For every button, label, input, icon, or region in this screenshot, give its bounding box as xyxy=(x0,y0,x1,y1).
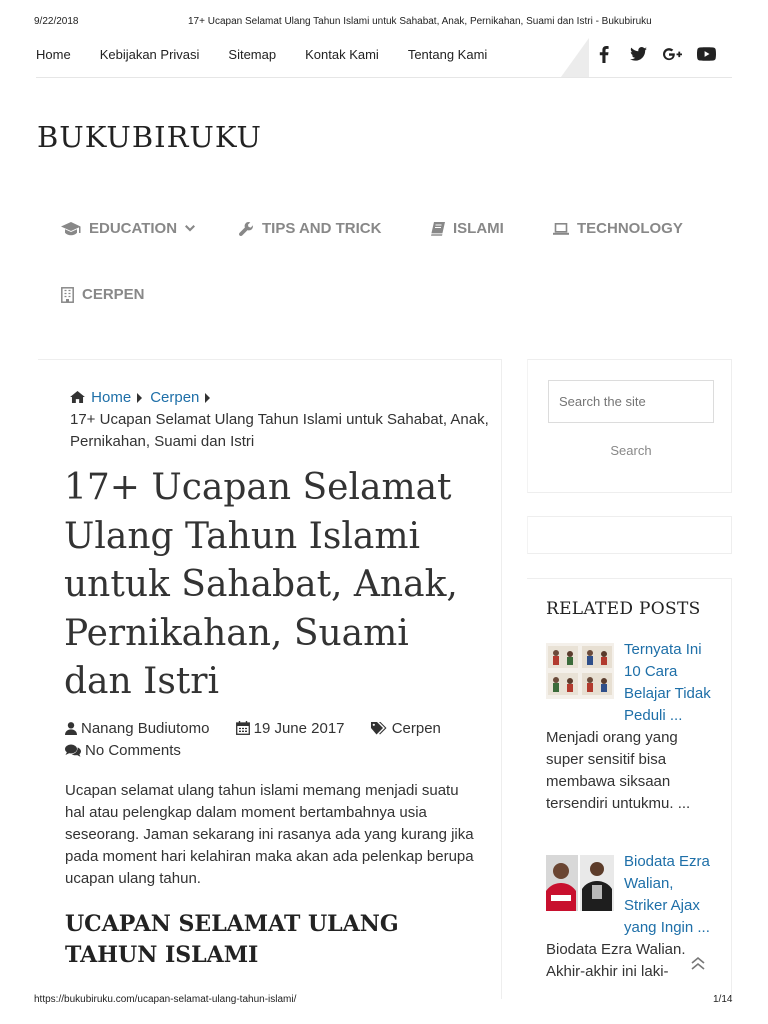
breadcrumb-category-link[interactable]: Cerpen xyxy=(150,389,200,406)
print-header xyxy=(0,16,768,30)
wrench-icon xyxy=(239,221,254,236)
post-date xyxy=(236,717,345,739)
breadcrumb-home-link[interactable]: Home xyxy=(91,389,132,406)
related-post-thumbnail[interactable] xyxy=(546,643,614,699)
print-page-title: 17+ Ucapan Selamat Ulang Tahun Islami untuk Sahabat, Anak, Pernikahan, Suami dan Istri - Bukubiruku xyxy=(188,16,652,27)
print-page-number: 1/14 xyxy=(713,994,733,1005)
related-post-thumbnail[interactable] xyxy=(546,855,614,911)
post-date-text: 19 June 2017 xyxy=(253,719,345,737)
sidebar-search-widget xyxy=(527,359,732,493)
nav-privacy-link[interactable]: Kebijakan Privasi xyxy=(99,47,200,62)
related-posts-title: RELATED POSTS xyxy=(546,599,701,619)
graduation-cap-icon xyxy=(61,222,81,236)
nav-divider-shape xyxy=(561,38,589,77)
category-education[interactable] xyxy=(61,220,195,237)
user-icon xyxy=(65,722,77,735)
category-technology[interactable] xyxy=(553,220,683,237)
post-category xyxy=(371,718,441,740)
post-category-link[interactable]: Cerpen xyxy=(391,720,441,737)
tags-icon xyxy=(371,722,388,735)
comments-icon xyxy=(65,744,81,757)
book-icon xyxy=(431,222,445,236)
facebook-icon[interactable] xyxy=(594,44,614,64)
category-education-label: EDUCATION xyxy=(89,220,178,237)
top-navigation xyxy=(36,38,732,78)
category-cerpen[interactable] xyxy=(61,286,145,303)
related-posts-widget xyxy=(527,578,732,998)
site-title[interactable]: BUKUBIRUKU xyxy=(37,120,262,154)
search-input[interactable] xyxy=(548,380,714,423)
back-to-top-icon[interactable] xyxy=(689,956,707,972)
related-post-item xyxy=(546,639,716,815)
related-post-excerpt: Biodata Ezra Walian. Akhir-akhir ini laki- xyxy=(546,941,686,980)
post-comments xyxy=(65,740,181,762)
related-post-excerpt: Menjadi orang yang super sensitif bisa membawa siksaan tersendiri untukmu. ... xyxy=(546,729,691,812)
section-heading: UCAPAN SELAMAT ULANG TAHUN ISLAMI xyxy=(65,911,399,968)
google-plus-icon[interactable] xyxy=(662,44,682,64)
post-excerpt: Ucapan selamat ulang tahun islami memang menjadi suatu hal atau pelengkap dalam moment bertambahnya usia seseorang. Jaman sekarang ini rasanya ada yang kurang jika pada moment hari kelahiran maka akan ada pelenkap berupa ucapan ulang tahun. xyxy=(65,782,474,887)
category-tips-and-trick[interactable] xyxy=(239,220,381,237)
twitter-icon[interactable] xyxy=(628,44,648,64)
article-card xyxy=(38,359,502,999)
related-post-link[interactable]: Ternyata Ini 10 Cara Belajar Tidak Peduli ... xyxy=(624,641,711,724)
top-nav-links xyxy=(36,47,516,62)
caret-right-icon xyxy=(205,393,210,403)
search-button[interactable]: Search xyxy=(610,443,652,458)
category-islami[interactable] xyxy=(431,220,504,237)
chevron-down-icon xyxy=(185,225,195,233)
laptop-icon xyxy=(553,223,569,235)
post-meta xyxy=(65,717,485,762)
related-post-link[interactable]: Biodata Ezra Walian, Striker Ajax yang Ingin ... xyxy=(624,853,710,936)
building-icon xyxy=(61,287,74,303)
category-islami-label: ISLAMI xyxy=(453,220,504,237)
print-date: 9/22/2018 xyxy=(34,16,79,27)
category-cerpen-label: CERPEN xyxy=(82,286,145,303)
post-author-name[interactable]: Nanang Budiutomo xyxy=(81,720,210,737)
post-author xyxy=(65,718,209,740)
category-tips-label: TIPS AND TRICK xyxy=(262,220,382,237)
sidebar-empty-widget xyxy=(527,516,732,554)
print-url: https://bukubiruku.com/ucapan-selamat-ulang-tahun-islami/ xyxy=(34,994,297,1005)
nav-about-link[interactable]: Tentang Kami xyxy=(407,47,488,62)
nav-contact-link[interactable]: Kontak Kami xyxy=(305,47,379,62)
social-links xyxy=(594,44,716,64)
nav-sitemap-link[interactable]: Sitemap xyxy=(228,47,277,62)
post-title: 17+ Ucapan Selamat Ulang Tahun Islami untuk Sahabat, Anak, Pernikahan, Suami dan Istri xyxy=(64,467,458,702)
category-technology-label: TECHNOLOGY xyxy=(577,220,683,237)
calendar-icon xyxy=(236,721,250,735)
caret-right-icon xyxy=(137,393,142,403)
youtube-icon[interactable] xyxy=(696,44,716,64)
breadcrumb xyxy=(70,387,490,453)
post-comments-link[interactable]: No Comments xyxy=(85,742,181,759)
breadcrumb-current: 17+ Ucapan Selamat Ulang Tahun Islami untuk Sahabat, Anak, Pernikahan, Suami dan Istri xyxy=(70,411,489,450)
nav-home-link[interactable]: Home xyxy=(36,47,71,62)
home-icon xyxy=(70,391,85,403)
